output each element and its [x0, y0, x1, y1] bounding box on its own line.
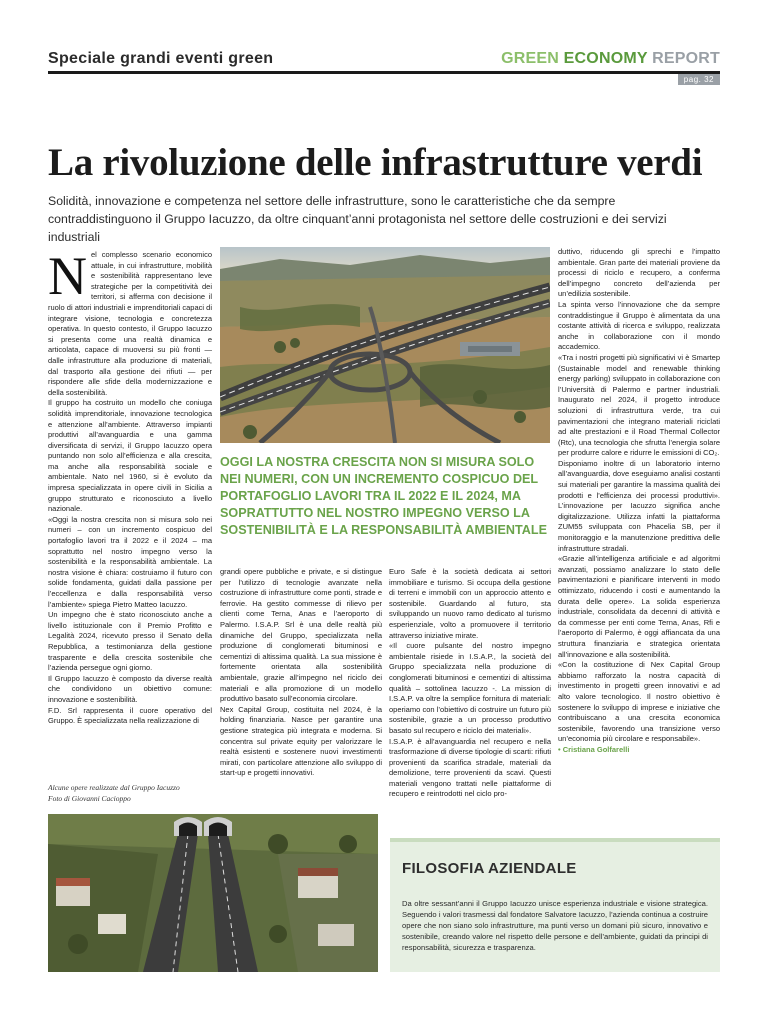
- box-title: FILOSOFIA AZIENDALE: [402, 860, 577, 877]
- paragraph: duttivo, riducendo gli sprechi e l’impatto ambientale. Gran parte dei materiali proviene da processi di riciclo e recupero, a conferma dell’impegno concreto dell’azienda per un’edilizia sostenibile.: [558, 247, 720, 299]
- paragraph: «Oggi la nostra crescita non si misura solo nei numeri – con un incremento cospicuo del portafoglio lavori tra il 2022 e il 2024 – ma soprattutto nel nostro impegno verso la sostenibilità e la responsabilità ambientale. La nostra visione è chiara: costruiamo il futuro con solide fondamenta, guidati dalla passione per l’eccellenza e dalla responsabilità verso l’ambiente» spiega Pietro Matteo Iacuzzo.: [48, 514, 212, 609]
- tunnel-highway-photo: [48, 814, 378, 972]
- paragraph: I.S.A.P. è all’avanguardia nel recupero e nella trasformazione di diverse tipologie di scarti: rifiuti provenienti da scarifica stradale, materiali da demolizione, terre provenienti da scavi. Questi materiali vengono trattati nelle piattaforme di recupero e reintrodotti nel ciclo pro-: [389, 736, 551, 799]
- tunnel-highway-illustration: [48, 814, 378, 972]
- paragraph: Euro Safe è la società dedicata ai settori immobiliare e turismo. Si occupa della gestione di terreni e immobili con un approccio attento e sostenibile. Guardando al futuro, sta sviluppando un nuovo ramo dedicato al turismo esperienziale, volto a promuovere il territorio attraverso iniziative mirate.: [389, 567, 551, 640]
- article-column-1: [48, 246, 212, 727]
- drop-cap: N: [48, 246, 87, 306]
- company-philosophy-box: [390, 838, 720, 972]
- paragraph: Il gruppo ha costruito un modello che coniuga solidità imprenditoriale, innovazione tecnologica e attenzione all’ambiente. Attraverso impianti produttivi all’avanguardia e una gamma diversificata di servizi, il Gruppo Iacuzzo opera puntando non solo all’efficienza e alla crescita, ma anche alla responsabilità sociale e ambientale. Nato nel 1960, si è evoluto da impresa specializzata in opere civili in Sicilia a gruppo strutturato e riconosciuto a livello nazionale.: [48, 398, 212, 514]
- caption-credit: Foto di Giovanni Cacioppo: [48, 794, 131, 803]
- paragraph: Nex Capital Group, costituita nel 2024, è la holding finanziaria. Nasce per garantire una gestione strategica più integrata e moderna. Si concentra sul private equity per valorizzare le realtà esistenti e sostenere nuovi investimenti mirati, con particolare attenzione allo sviluppo di start-up e progetti innovativi.: [220, 704, 382, 778]
- article-title: La rivoluzione delle infrastrutture verdi: [48, 141, 703, 184]
- report-word-3: REPORT: [652, 50, 720, 67]
- report-word-2: ECONOMY: [563, 50, 648, 67]
- report-word-1: GREEN: [501, 50, 560, 67]
- paragraph: Il Gruppo Iacuzzo è composto da diverse realtà che condividono un obiettivo comune: innovazione e sostenibilità.: [48, 673, 212, 704]
- article-column-4: [558, 247, 720, 756]
- paragraph: La spinta verso l’innovazione che da sempre contraddistingue il Gruppo è alimentata da una costante attività di ricerca e sviluppo, realizzata anche in collaborazione con il mondo accademico.: [558, 299, 720, 352]
- paragraph: «Grazie all’intelligenza artificiale e ad algoritmi avanzati, possiamo analizzare lo stato delle pavimentazioni e pianificare interventi in modo ottimizzato, riducendo i costi e aumentando la durata delle opere». La solida esperienza industriale, consolidata da decenni di attività e da commesse per enti come Terna, Anas, Rfi e l’aeroporto di Palermo, è oggi affiancata da una struttura finanziaria e strategica orientata all’innovazione e alla sostenibilità.: [558, 554, 720, 659]
- paragraph: «Con la costituzione di Nex Capital Group abbiamo rafforzato la nostra capacità di investimento in progetti green innovativi e ad alto valore tecnologico. Il nostro obiettivo è sostenere lo sviluppo di imprese e iniziative che contribuiscano a una crescita economica sostenibile, favorendo una transizione verso un’economia più circolare e responsabile».: [558, 660, 720, 744]
- page-number: pag. 32: [678, 74, 720, 85]
- page-number-row: [48, 74, 720, 86]
- author-signature: • Cristiana Golfarelli: [558, 744, 630, 754]
- paragraph: F.D. Srl rappresenta il cuore operativo del Gruppo. È specializzata nella realizzazione di: [48, 705, 212, 726]
- paragraph: «Il cuore pulsante del nostro impegno ambientale risiede in I.S.A.P., la società del Gruppo specializzata nella produzione di conglomerati bituminosi e cementizi di altissima qualità – sottolinea Iacuzzo -. La mission di I.S.A.P. va oltre la semplice fornitura di materiali: operiamo con l’obiettivo di costruire un futuro più sostenibile, grazie a un processo produttivo basato sul recupero e riciclo dei materiali».: [389, 641, 551, 735]
- article-column-3: [389, 567, 551, 800]
- article-subtitle: Solidità, innovazione e competenza nel settore delle infrastrutture, sono le caratteristiche che da sempre contraddistinguono il Gruppo Iacuzzo, da oltre cinquant’anni protagonista nel settore delle costruzioni e dei servizi industriali: [48, 194, 667, 244]
- header-bar: [48, 48, 720, 74]
- paragraph: Disponiamo inoltre di un laboratorio interno all’avanguardia, dove eseguiamo analisi costanti sui materiali per garantire la massima qualità dei prodotti e l’efficienza dei processi produttivi». L’innovazione per Iacuzzo significa anche digitalizzazione. Utilizza infatti la piattaforma ZUM55 sviluppata con Phacelia SB, per il monitoraggio e la manutenzione predittiva delle infrastrutture stradali.: [558, 458, 720, 553]
- box-top-bar: [390, 838, 720, 842]
- paragraph: el complesso scenario economico attuale, in cui infrastrutture, mobilità e sostenibilità rappresentano leve strategiche per la competitività dei territori, si afferma con decisione il ruolo di attori industriali e imprenditoriali capaci di integrare visione, tecnologia e concretezza operativa. In questo contesto, il Gruppo Iacuzzo si presenta come una realtà dinamica e articolata, capace di muoversi su più fronti — dalle infrastrutture alla produzione di materiali, dal trasporto alla gestione dei rifiuti — per rispondere alle sfide della modernizzazione e della sostenibilità.: [48, 250, 212, 397]
- paragraph: Un impegno che è stato riconosciuto anche a livello istituzionale con il Premio Profitto e Legalità 2024, ricevuto presso il Senato della Repubblica, a testimonianza della gestione trasparente e della crescita sostenibile che l’azienda persegue ogni giorno.: [48, 610, 212, 673]
- article-column-2: [220, 567, 382, 779]
- paragraph: «Tra i nostri progetti più significativi vi è Smartep (Sustainable model and renewable thinking energy parking) sviluppato in collaborazione con l’Università di Palermo e partner industriali. Inaugurato nel 2024, il progetto introduce soluzioni di infrastruttura verde, tra cui pavimentazioni che integrano materiali riciclati ad alte prestazioni e il Road Thermal Collector (Rtc), una tecnologia che sfrutta l’energia solare per produrre calore e ridurre le emissioni di CO₂.: [558, 352, 720, 458]
- section-label: Speciale grandi eventi green: [48, 50, 274, 67]
- magazine-report-logo: [501, 50, 720, 68]
- paragraph: grandi opere pubbliche e private, e si distingue per l’utilizzo di tecnologie avanzate nella costruzione di infrastrutture come ponti, strade e ferrovie. Ha gestito commesse di rilievo per clienti come Terna, Anas e l’aeroporto di Palermo. I.S.A.P. Srl è una delle realtà più dinamiche del Gruppo, specializzata nella produzione di conglomerati bituminosi e cementizi di altissima qualità. La sua missione è fortemente orientata alla sostenibilità ambientale, grazie all’impegno nel riciclo dei materiali e alla promozione di un modello produttivo basato sull’economia circolare.: [220, 567, 382, 704]
- photo-caption: [48, 782, 212, 804]
- pull-quote: OGGI LA NOSTRA CRESCITA NON SI MISURA SOLO NEI NUMERI, CON UN INCREMENTO COSPICUO DEL PORTAFOGLIO LAVORI TRA IL 2022 E IL 2024, MA SOPRATTUTTO NEL NOSTRO IMPEGNO VERSO LA SOSTENIBILITÀ E LA RESPONSABILITÀ AMBIENTALE: [220, 455, 547, 537]
- caption-line: Alcune opere realizzate dal Gruppo Iacuzzo: [48, 783, 180, 792]
- highway-aerial-illustration: [220, 247, 550, 443]
- highway-aerial-photo: [220, 247, 550, 443]
- box-text: Da oltre sessant’anni il Gruppo Iacuzzo unisce esperienza industriale e visione strategica. Seguendo i valori trasmessi dal fondatore Salvatore Iacuzzo, l’azienda continua a costruire opere che non siano solo infrastrutture, ma punti verso un domani più sicuro, innovativo e sostenibile, creando valore nel rispetto delle persone e dell’ambiente, guidati da principi di responsabilità, sicurezza e trasparenza.: [402, 899, 708, 952]
